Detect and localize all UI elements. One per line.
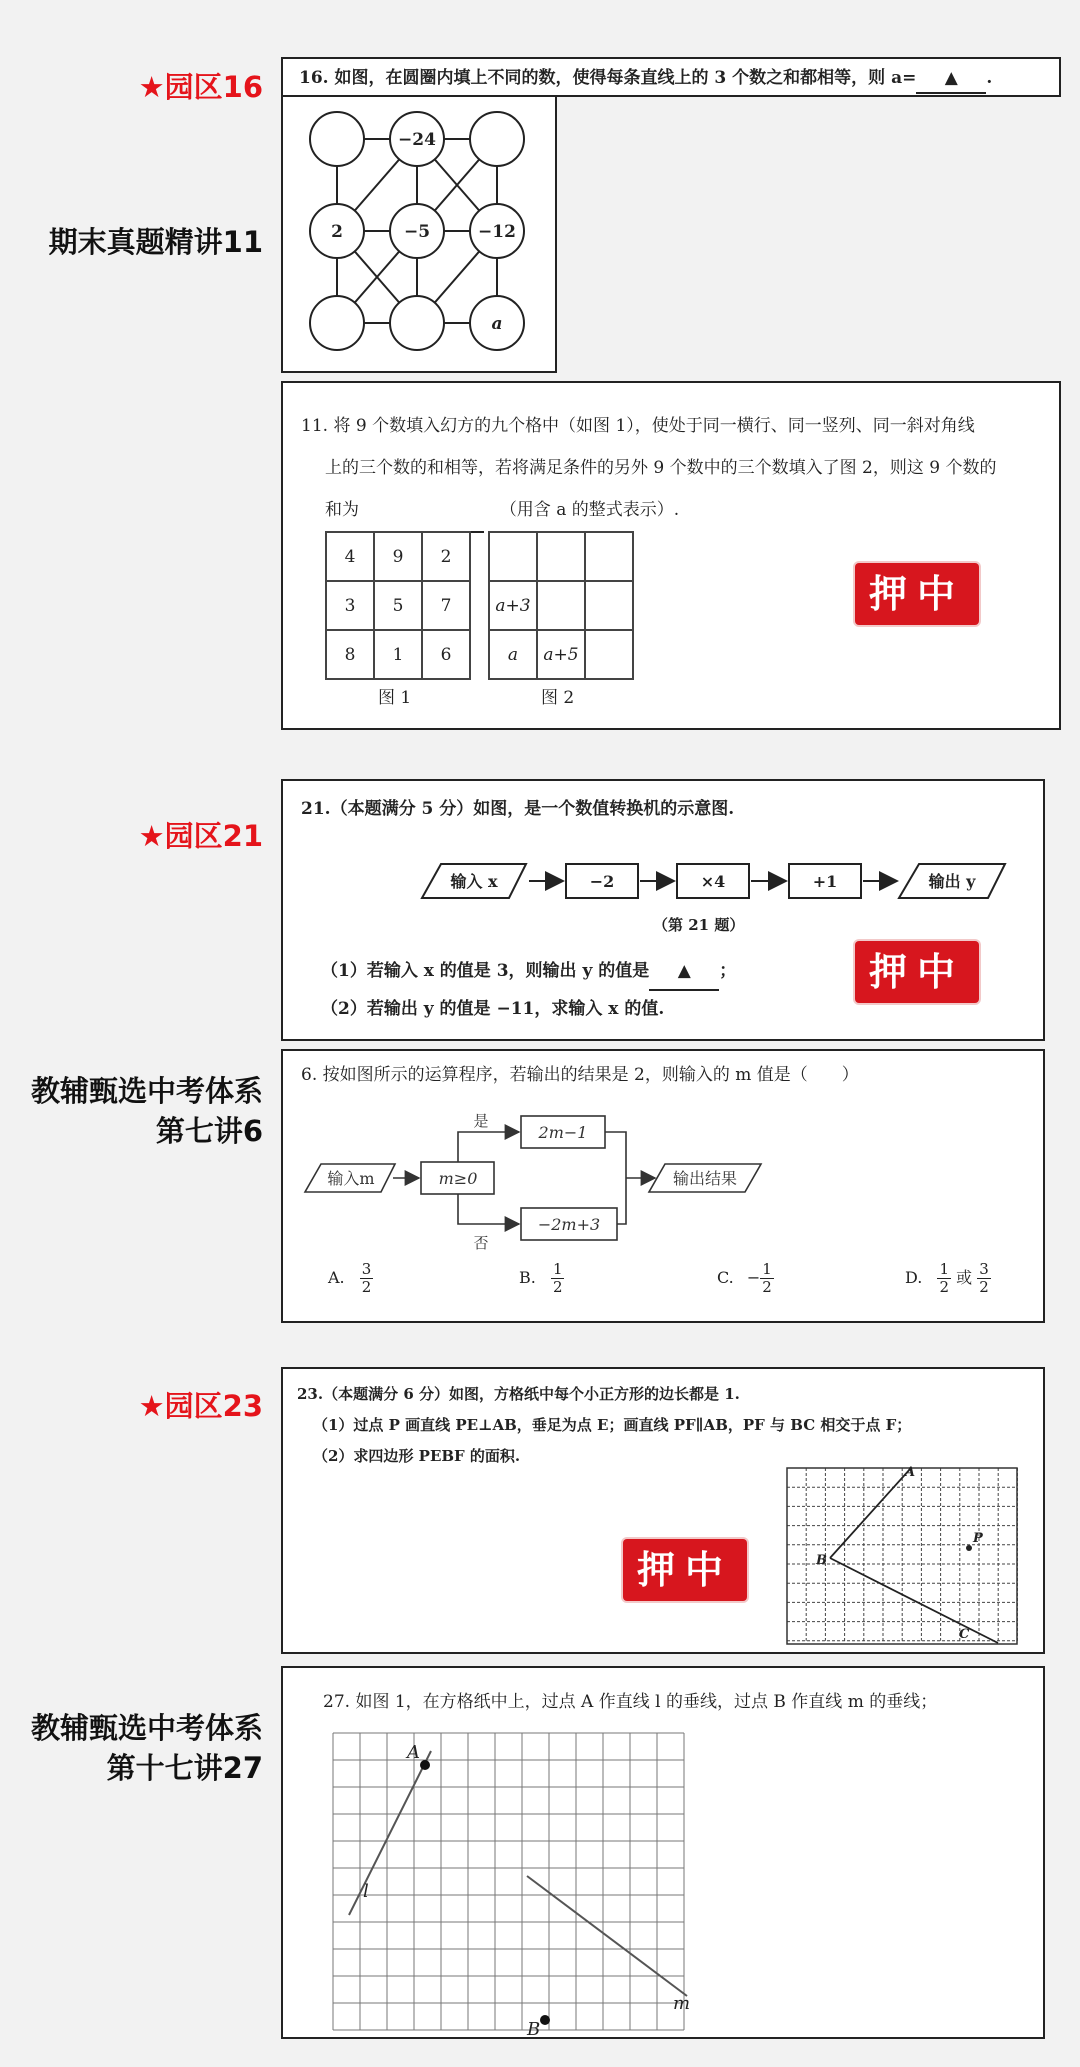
fig2-cell: a+5 (537, 630, 585, 679)
q6-frac-d1-den: 2 (939, 1278, 949, 1296)
label-yuanqu-16: ★园区16 (138, 70, 263, 104)
q6-no-label: 否 (473, 1234, 489, 1252)
fig2-cell (489, 532, 537, 581)
q27-label-l: l (363, 1881, 369, 1902)
q21-blank (649, 953, 719, 991)
q6-connector (617, 1178, 626, 1224)
fig2-cell (585, 581, 633, 630)
q16-circle-diagram (283, 97, 555, 371)
fig1-cell: 1 (374, 630, 422, 679)
q11-figure2 (488, 531, 634, 680)
q11-box (281, 381, 1061, 730)
q21-box (281, 779, 1045, 1041)
label-qimo-11: 期末真题精讲11 (48, 225, 263, 259)
q6-connector (605, 1132, 626, 1178)
q6-frac-d2 (977, 1261, 991, 1296)
fig1-cell: 8 (326, 630, 374, 679)
label-yuanqu-21: ★园区21 (138, 819, 263, 853)
stamp-yazhong: 押中 (855, 941, 979, 1003)
q6-option-c-label: C. (717, 1268, 734, 1287)
q23-label-c: C (959, 1627, 970, 1642)
q6-frac-b (551, 1261, 565, 1296)
q6-option-d-label: D. (905, 1268, 923, 1287)
label-jiaofu-6-line1: 教辅甄选中考体系 (30, 1074, 263, 1108)
q6-bottom-label: −2m+3 (537, 1215, 601, 1234)
q6-option-a[interactable] (328, 1261, 373, 1296)
q27-point-a (420, 1760, 430, 1770)
q27-label-a: A (407, 1742, 420, 1763)
q6-frac-a-den: 2 (361, 1278, 372, 1296)
fig2-cell (537, 581, 585, 630)
fig2-cell (537, 532, 585, 581)
q16-circle-value: −24 (398, 130, 436, 150)
q11-line1: 11. 将 9 个数填入幻方的九个格中（如图 1），使处于同一横行、同一竖列、同一斜对角线 (301, 416, 975, 436)
stamp-yazhong: 押中 (855, 563, 979, 625)
q23-label-b: B (816, 1553, 827, 1568)
q16-circle-value: −5 (403, 222, 431, 242)
q16-circle (310, 112, 364, 166)
label-jiaofu-27-line2: 第十七讲27 (106, 1751, 263, 1785)
q21-title: 21.（本题满分 5 分）如图，是一个数值转换机的示意图. (301, 799, 735, 819)
label-jiaofu-6-line2: 第七讲6 (155, 1114, 263, 1148)
q23-point-p (966, 1545, 972, 1551)
q27-box (281, 1666, 1045, 2039)
q6-frac-a (360, 1261, 374, 1296)
q16-end: . (986, 68, 993, 88)
q6-frac-c (760, 1261, 774, 1296)
q21-flow-step: ×4 (700, 872, 726, 891)
q11-line2: 上的三个数的和相等，若将满足条件的另外 9 个数中的三个数填入了图 2，则这 9 个数的 (325, 458, 997, 478)
q6-option-b[interactable] (519, 1261, 564, 1296)
fig1-cell: 6 (422, 630, 470, 679)
q27-grid (333, 1733, 684, 2030)
q11-line3a: 和为 (325, 500, 359, 520)
fig2-cell (585, 532, 633, 581)
q16-text: 16. 如图，在圆圈内填上不同的数，使得每条直线上的 3 个数之和都相等，则 a= (299, 68, 917, 88)
q6-frac-d1-num: 1 (939, 1260, 949, 1278)
q6-option-c-sign: − (746, 1268, 761, 1287)
q23-line-bc (830, 1558, 998, 1643)
q11-line3 (301, 489, 996, 533)
q16-circle (470, 112, 524, 166)
q23-label-a: A (905, 1465, 916, 1480)
fig1-cell: 7 (422, 581, 470, 630)
q6-frac-a-num: 3 (361, 1260, 372, 1278)
q21-triangle: ▲ (677, 961, 691, 981)
q6-box (281, 1049, 1045, 1323)
label-jiaofu-6 (31, 1071, 263, 1151)
q6-condition-label: m≥0 (438, 1169, 478, 1188)
q16-circle-value: a (491, 314, 503, 334)
q6-option-d[interactable] (905, 1261, 991, 1296)
q21-flow-step: +1 (812, 872, 838, 891)
q21-part2: （2）若输出 y 的值是 −11，求输入 x 的值. (321, 999, 665, 1019)
q6-top-label: 2m−1 (538, 1123, 588, 1142)
fig2-cell: a+3 (489, 581, 537, 630)
q6-option-c[interactable] (717, 1261, 774, 1296)
q11-line3b: （用含 a 的整式表示）. (499, 500, 680, 520)
q27-label-b: B (527, 2019, 541, 2040)
q16-circle-value: −12 (478, 222, 516, 242)
fig2-cell (585, 630, 633, 679)
q16-header (281, 57, 1061, 97)
label-jiaofu-27 (31, 1708, 263, 1788)
q27-point-b (540, 2015, 550, 2025)
q16-circle (310, 296, 364, 350)
q6-frac-b-num: 1 (552, 1260, 563, 1278)
q11-figure1 (325, 531, 471, 680)
q6-flowchart (283, 1106, 783, 1256)
q6-output-label: 输出结果 (672, 1169, 738, 1188)
label-jiaofu-27-line1: 教辅甄选中考体系 (30, 1711, 263, 1745)
q6-input-label: 输入m (327, 1169, 375, 1188)
q21-flow-input: 输入 x (450, 872, 498, 891)
fig1-cell: 5 (374, 581, 422, 630)
fig1-cell: 3 (326, 581, 374, 630)
q11-caption1: 图 1 (378, 688, 412, 708)
q6-arrow (458, 1194, 519, 1224)
q11-caption2: 图 2 (541, 688, 575, 708)
q6-frac-c-den: 2 (762, 1278, 772, 1296)
q6-frac-c-num: 1 (762, 1260, 772, 1278)
fig1-cell: 4 (326, 532, 374, 581)
q21-flow-step: −2 (589, 872, 615, 891)
q27-grid-figure (331, 1731, 711, 2041)
q21-flow-output: 输出 y (928, 872, 976, 891)
q21-caption: （第 21 题） (653, 916, 745, 934)
q6-arrow (458, 1132, 519, 1162)
fig1-cell: 9 (374, 532, 422, 581)
q21-part1-end: ； (719, 961, 737, 981)
q21-part1 (321, 953, 736, 991)
q27-line-m (527, 1876, 687, 1996)
q6-frac-d2-num: 3 (979, 1260, 989, 1278)
q23-grid-figure (783, 1464, 1023, 1648)
q6-frac-b-den: 2 (552, 1278, 563, 1296)
q16-figure (281, 95, 557, 373)
q23-part2: （2）求四边形 PEBF 的面积. (313, 1447, 521, 1465)
q6-option-a-label: A. (328, 1268, 345, 1287)
q6-option-b-label: B. (519, 1268, 536, 1287)
q16-circle (390, 296, 444, 350)
stamp-yazhong: 押中 (623, 1539, 747, 1601)
q6-frac-d1 (937, 1261, 951, 1296)
q21-flowchart (283, 846, 1043, 916)
q11-blank (374, 489, 484, 533)
q6-yes-label: 是 (473, 1112, 489, 1130)
q16-triangle: ▲ (944, 68, 958, 88)
q6-option-d-or: 或 (956, 1268, 973, 1287)
q23-box (281, 1367, 1045, 1654)
q16-circle-value: 2 (331, 222, 343, 242)
q6-text: 6. 按如图所示的运算程序，若输出的结果是 2，则输入的 m 值是（ ） (301, 1065, 859, 1085)
q16-blank (916, 64, 986, 94)
q21-part1-text: （1）若输入 x 的值是 3，则输出 y 的值是 (321, 961, 650, 981)
q27-label-m: m (673, 1993, 691, 2014)
q27-line-l (349, 1751, 431, 1915)
q27-text: 27. 如图 1，在方格纸中上，过点 A 作直线 l 的垂线，过点 B 作直线 m 的垂线； (323, 1692, 938, 1712)
q23-label-p: P (973, 1531, 983, 1546)
q23-title: 23.（本题满分 6 分）如图，方格纸中每个小正方形的边长都是 1. (297, 1385, 740, 1403)
q23-part1: （1）过点 P 画直线 PE⊥AB，垂足为点 E；画直线 PF∥AB，PF 与 BC 相交于点 F； (313, 1416, 912, 1434)
fig2-cell: a (489, 630, 537, 679)
label-yuanqu-23: ★园区23 (138, 1389, 263, 1423)
q6-frac-d2-den: 2 (979, 1278, 989, 1296)
fig1-cell: 2 (422, 532, 470, 581)
